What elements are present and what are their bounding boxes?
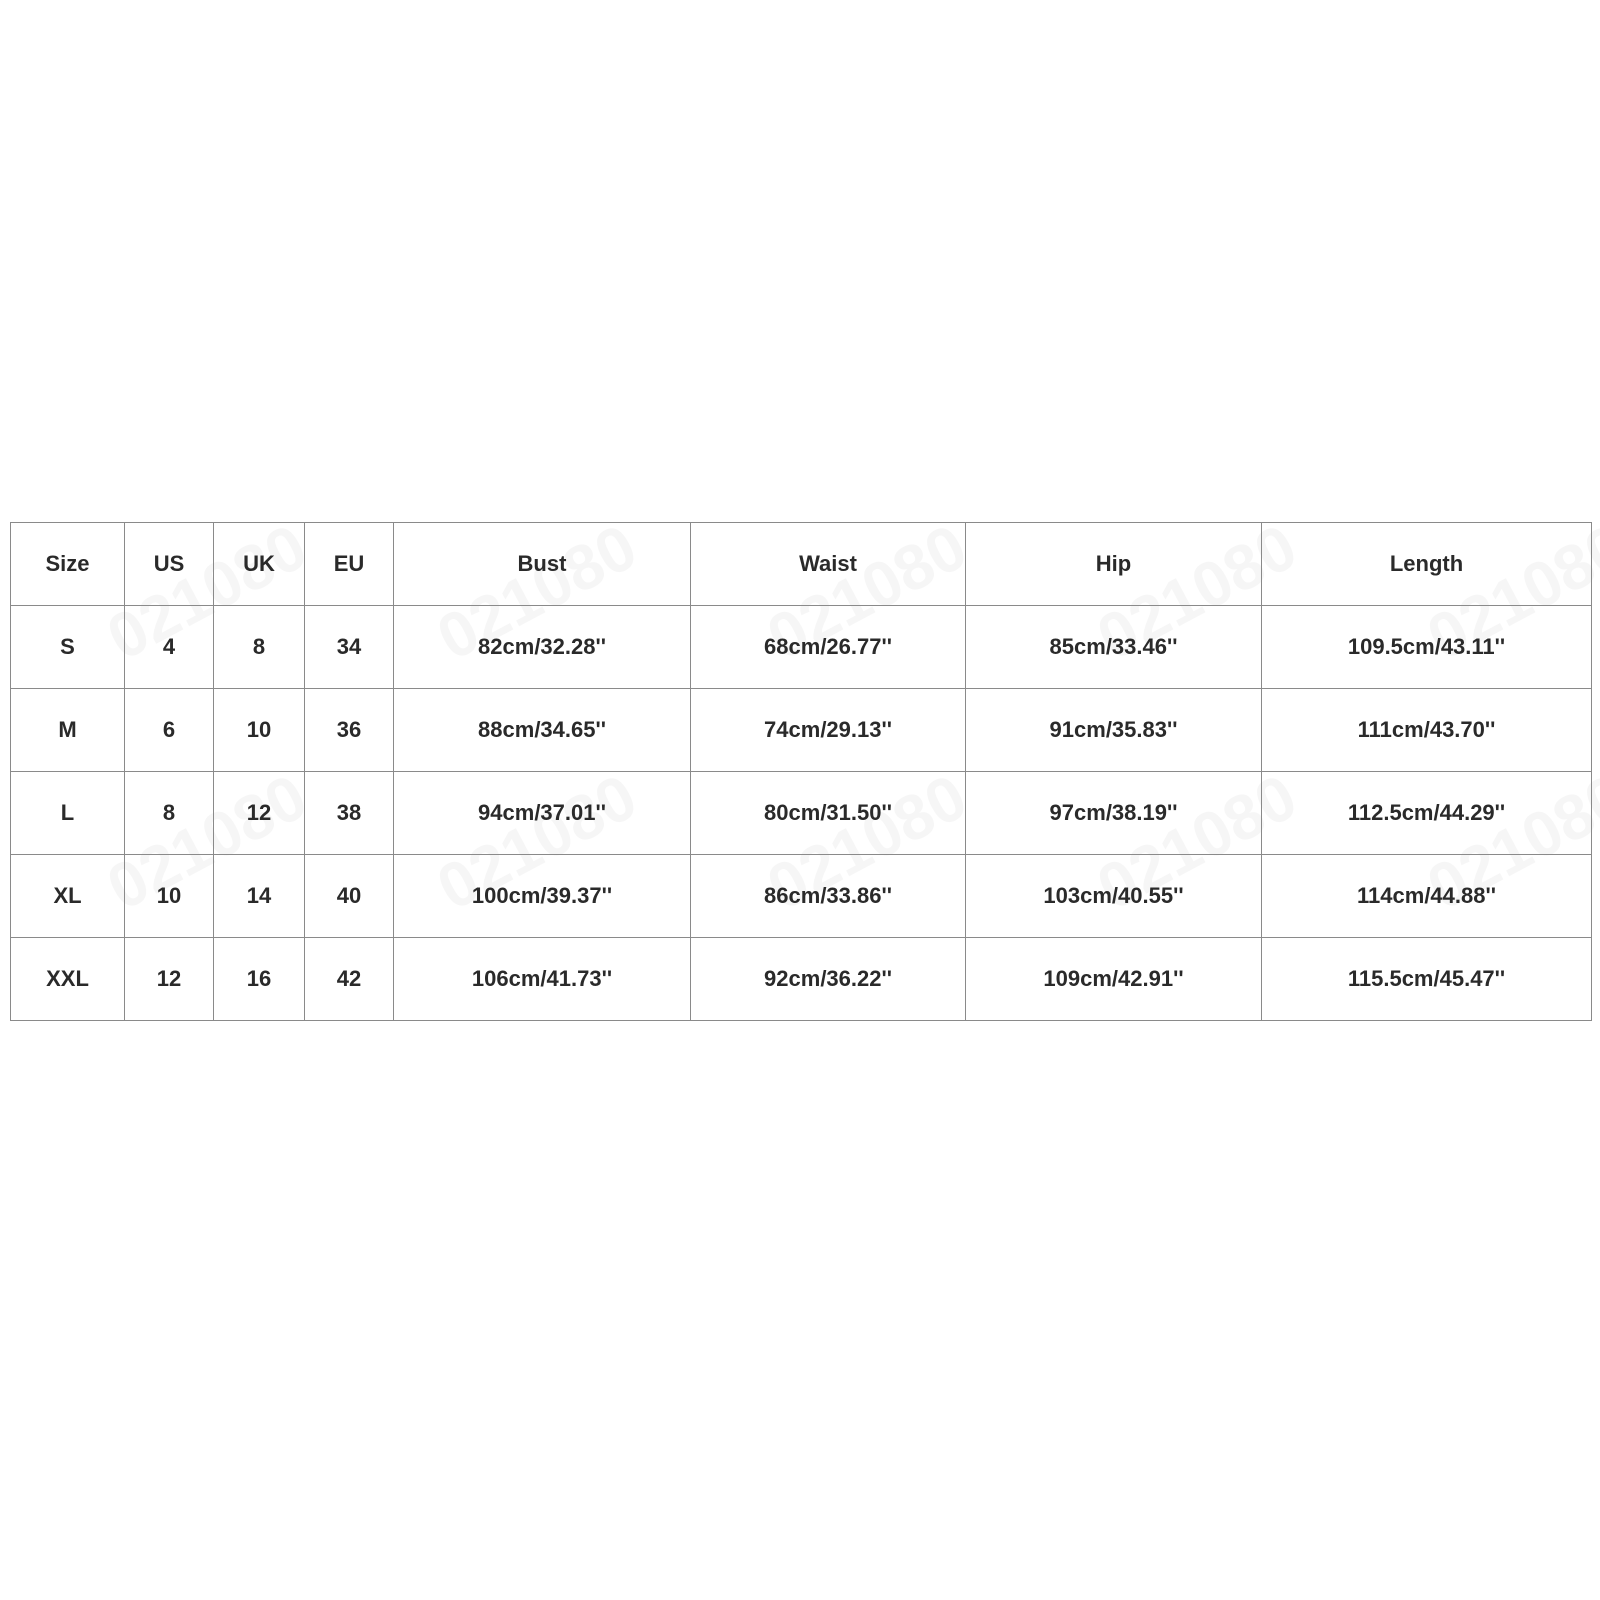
header-hip: Hip bbox=[966, 523, 1262, 606]
cell-length: 109.5cm/43.11'' bbox=[1262, 606, 1592, 689]
cell-size: XXL bbox=[11, 938, 125, 1021]
cell-bust: 106cm/41.73'' bbox=[394, 938, 691, 1021]
cell-hip: 85cm/33.46'' bbox=[966, 606, 1262, 689]
cell-eu: 42 bbox=[305, 938, 394, 1021]
cell-bust: 100cm/39.37'' bbox=[394, 855, 691, 938]
cell-uk: 8 bbox=[214, 606, 305, 689]
cell-hip: 103cm/40.55'' bbox=[966, 855, 1262, 938]
header-waist: Waist bbox=[691, 523, 966, 606]
header-size: Size bbox=[11, 523, 125, 606]
cell-waist: 92cm/36.22'' bbox=[691, 938, 966, 1021]
cell-us: 8 bbox=[125, 772, 214, 855]
cell-uk: 10 bbox=[214, 689, 305, 772]
table-row bbox=[11, 606, 1592, 689]
cell-hip: 97cm/38.19'' bbox=[966, 772, 1262, 855]
cell-waist: 74cm/29.13'' bbox=[691, 689, 966, 772]
cell-us: 6 bbox=[125, 689, 214, 772]
cell-size: L bbox=[11, 772, 125, 855]
header-row bbox=[11, 523, 1592, 606]
cell-length: 111cm/43.70'' bbox=[1262, 689, 1592, 772]
cell-us: 10 bbox=[125, 855, 214, 938]
header-uk: UK bbox=[214, 523, 305, 606]
cell-length: 112.5cm/44.29'' bbox=[1262, 772, 1592, 855]
cell-uk: 16 bbox=[214, 938, 305, 1021]
header-length: Length bbox=[1262, 523, 1592, 606]
table-row bbox=[11, 938, 1592, 1021]
cell-waist: 86cm/33.86'' bbox=[691, 855, 966, 938]
cell-bust: 88cm/34.65'' bbox=[394, 689, 691, 772]
cell-size: S bbox=[11, 606, 125, 689]
cell-hip: 91cm/35.83'' bbox=[966, 689, 1262, 772]
cell-eu: 40 bbox=[305, 855, 394, 938]
table-row bbox=[11, 689, 1592, 772]
cell-size: M bbox=[11, 689, 125, 772]
cell-length: 115.5cm/45.47'' bbox=[1262, 938, 1592, 1021]
cell-waist: 68cm/26.77'' bbox=[691, 606, 966, 689]
cell-uk: 12 bbox=[214, 772, 305, 855]
cell-bust: 94cm/37.01'' bbox=[394, 772, 691, 855]
header-eu: EU bbox=[305, 523, 394, 606]
header-bust: Bust bbox=[394, 523, 691, 606]
cell-us: 4 bbox=[125, 606, 214, 689]
header-us: US bbox=[125, 523, 214, 606]
cell-hip: 109cm/42.91'' bbox=[966, 938, 1262, 1021]
cell-eu: 38 bbox=[305, 772, 394, 855]
size-chart-table bbox=[10, 522, 1592, 1021]
table-row bbox=[11, 772, 1592, 855]
table-row bbox=[11, 855, 1592, 938]
cell-length: 114cm/44.88'' bbox=[1262, 855, 1592, 938]
cell-waist: 80cm/31.50'' bbox=[691, 772, 966, 855]
cell-eu: 34 bbox=[305, 606, 394, 689]
cell-uk: 14 bbox=[214, 855, 305, 938]
cell-bust: 82cm/32.28'' bbox=[394, 606, 691, 689]
cell-us: 12 bbox=[125, 938, 214, 1021]
cell-size: XL bbox=[11, 855, 125, 938]
cell-eu: 36 bbox=[305, 689, 394, 772]
